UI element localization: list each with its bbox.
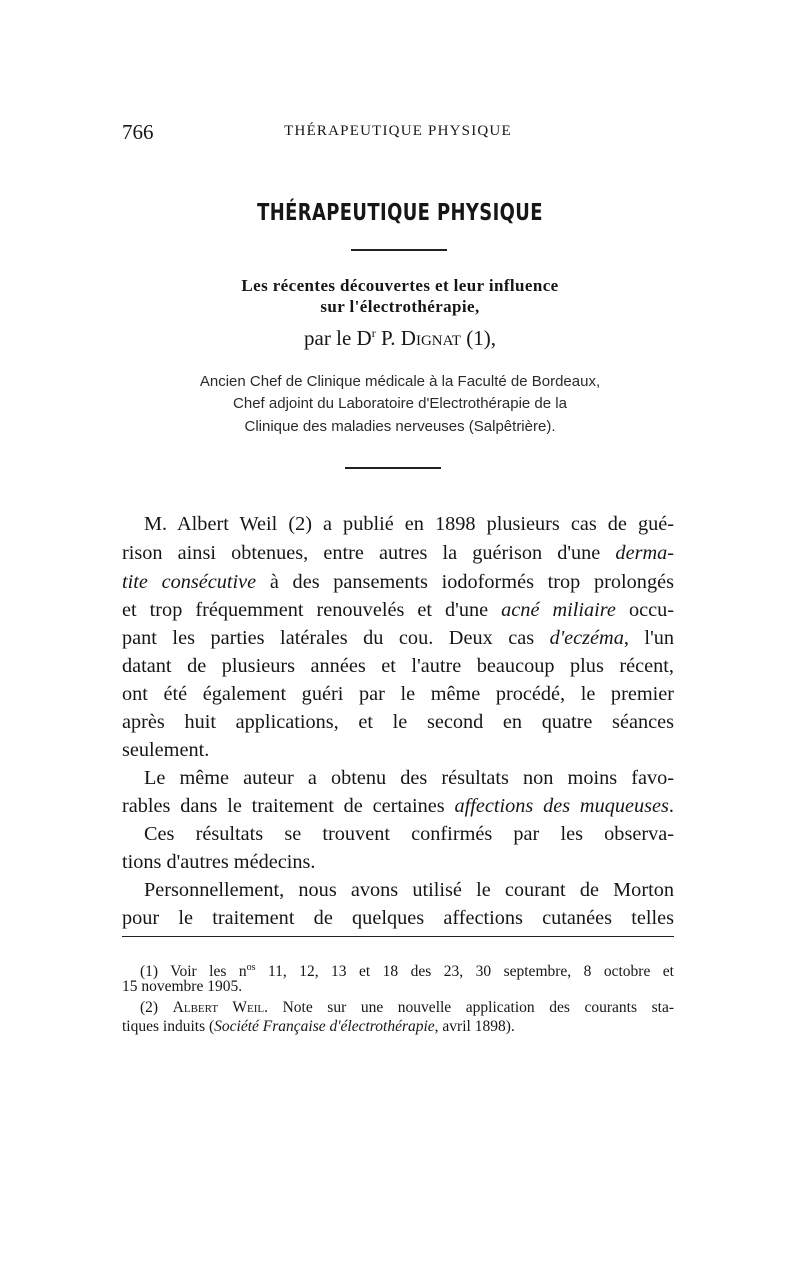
- text-line: datant de plusieurs années et l'autre beaucoup plus récent,: [122, 655, 674, 677]
- section-rule: [345, 467, 441, 469]
- affiliation-line: Ancien Chef de Clinique médicale à la Faculté de Bordeaux,: [199, 373, 601, 390]
- footnote-line: (1) Voir les $n^{os}$ 11, 12, 13 et 18 des 23, 30 septembre, 8 octobre et: [140, 962, 674, 981]
- byline-sup: r: [371, 326, 376, 340]
- text-line: tite consécutive à des pansements iodoformés trop prolongés: [122, 571, 674, 593]
- footnote-line: 15 novembre 1905.: [122, 978, 243, 995]
- page-number: 766: [122, 120, 154, 144]
- text-line: rison ainsi obtenues, entre autres la guérison d'une derma-: [122, 542, 674, 564]
- byline: [0, 326, 800, 351]
- text-line: tions d'autres médecins.: [122, 851, 316, 873]
- text-line: pant les parties latérales du cou. Deux cas d'eczéma, l'un: [122, 627, 675, 649]
- text-line: seulement.: [122, 739, 210, 761]
- text-line: Personnellement, nous avons utilisé le courant de Morton: [144, 879, 674, 901]
- article-title-line-1: Les récentes découvertes et leur influence: [241, 276, 559, 295]
- section-title: THÉRAPEUTIQUE PHYSIQUE: [257, 200, 543, 226]
- footnote-rule: [122, 936, 674, 937]
- text-line: Ces résultats se trouvent confirmés par les observa-: [144, 823, 674, 845]
- footnote-line: (2) Albert Weil. Note sur une nouvelle application des courants sta-: [140, 999, 674, 1016]
- byline-prefix: par le D: [304, 326, 372, 350]
- text-line: M. Albert Weil (2) a publié en 1898 plusieurs cas de gué-: [144, 513, 674, 535]
- footnote-line: tiques induits (Société Française d'électrothérapie, avril 1898).: [122, 1018, 515, 1035]
- running-title: THÉRAPEUTIQUE PHYSIQUE: [284, 123, 512, 139]
- author-name: P. Dignat: [380, 326, 461, 350]
- title-rule: [351, 249, 447, 251]
- text-line: après huit applications, et le second en quatre séances: [122, 711, 674, 733]
- affiliation-line: Clinique des maladies nerveuses (Salpêtrière).: [244, 418, 556, 435]
- article-title-line-2: sur l'électrothérapie,: [320, 297, 480, 316]
- byline-note: (1),: [466, 326, 496, 350]
- text-line: ont été également guéri par le même procédé, le premier: [122, 683, 674, 705]
- affiliation-line: Chef adjoint du Laboratoire d'Electrothérapie de la: [233, 395, 567, 412]
- text-line: pour le traitement de quelques affections cutanées telles: [122, 907, 674, 929]
- running-head: [122, 120, 674, 150]
- text-line: et trop fréquemment renouvelés et d'une acné miliaire occu-: [122, 599, 675, 621]
- text-line: rables dans le traitement de certaines affections des muqueuses.: [122, 795, 674, 817]
- text-line: Le même auteur a obtenu des résultats non moins favo-: [144, 767, 674, 789]
